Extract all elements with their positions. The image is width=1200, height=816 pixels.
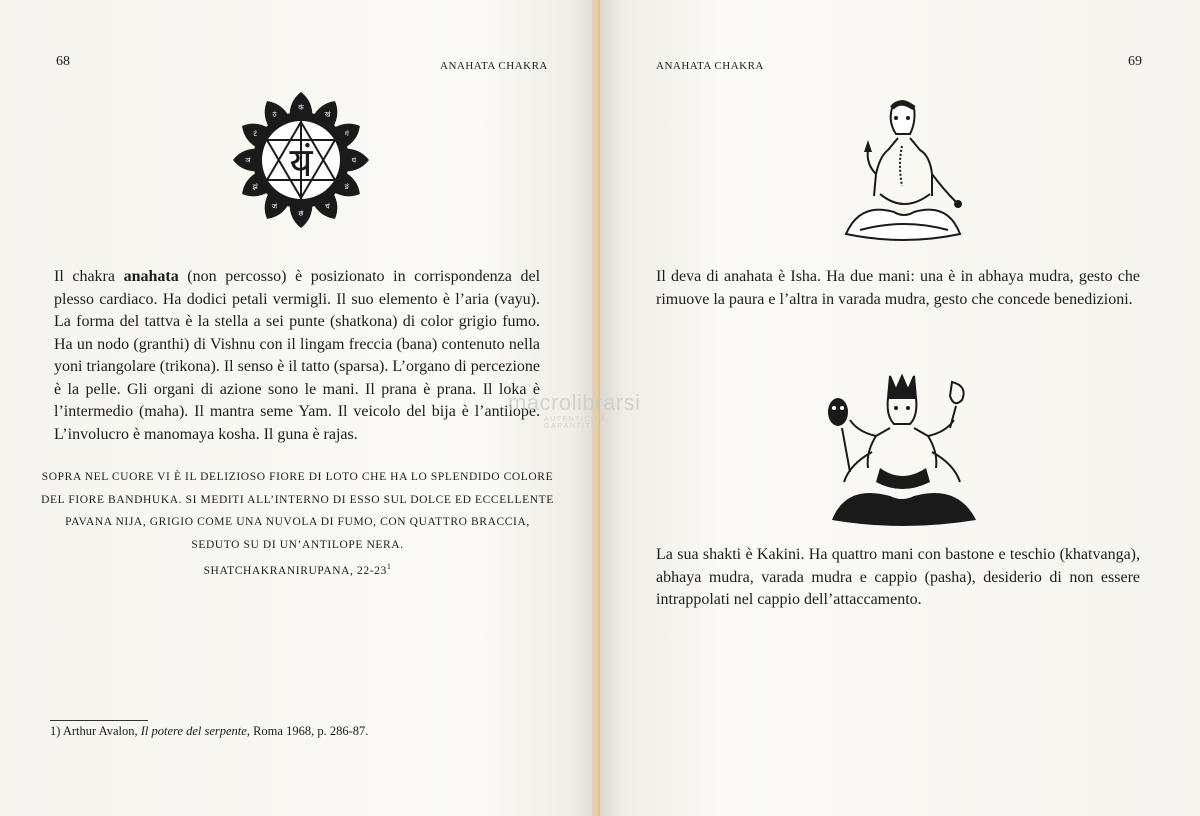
anahata-chakra-yantra-icon xyxy=(230,90,372,230)
running-head: ANAHATA CHAKRA xyxy=(440,60,548,72)
page-number: 69 xyxy=(1128,54,1142,69)
petal-letter: कं xyxy=(298,103,304,112)
petal-letter: चं xyxy=(325,202,330,211)
petal-letter: छं xyxy=(298,209,304,218)
kakini-paragraph: La sua shakti è Kakini. Ha quattro mani con bastone e teschio (khatvanga), abhaya mudra, varada mudra e cappio (pasha), desiderio di non essere intrappolati nel cappio dell’attaccamento. xyxy=(656,546,1140,608)
petal-letter: खं xyxy=(324,110,331,119)
petal-letter: ठं xyxy=(272,110,277,119)
petal-letter: घं xyxy=(351,156,357,165)
petal-letter: झं xyxy=(252,183,258,191)
quote-line: SOPRA NEL CUORE VI È IL DELIZIOSO FIORE DI LOTO CHE HA LO SPLENDIDO COLORE xyxy=(41,471,554,483)
quote-block xyxy=(40,466,555,582)
footnote-title: Il potere del serpente xyxy=(140,724,247,738)
left-body-paragraph xyxy=(54,266,540,446)
petal-letter: ञं xyxy=(245,156,251,165)
quote-line: PAVANA NIJA, GRIGIO COME UNA NUVOLA DI FUMO, CON QUATTRO BRACCIA, xyxy=(65,516,530,528)
watermark xyxy=(508,390,641,430)
footnote-rule xyxy=(50,720,148,721)
petal-letter: टं xyxy=(253,130,257,138)
bold-term: anahata xyxy=(123,268,179,285)
petal-letter: गं xyxy=(344,130,349,138)
watermark-subtext: AUTENTICITÀ GARANTITA xyxy=(544,416,607,430)
footnote: 1) Arthur Avalon, Il potere del serpente, Roma 1968, p. 286-87. xyxy=(50,724,369,738)
bija-glyph: यं xyxy=(289,140,313,186)
isha-paragraph: Il deva di anahata è Isha. Ha due mani: una è in abhaya mudra, gesto che rimuove la paura e l’altra in varada mudra, gesto che concede benedizioni. xyxy=(656,268,1140,308)
quote-source: SHATCHAKRANIRUPANA, $22-23^1$ xyxy=(203,562,392,577)
running-head: ANAHATA CHAKRA xyxy=(656,60,764,72)
intro-text: Il chakra xyxy=(54,268,124,285)
watermark-logo-text: macrolibrarsi xyxy=(508,390,641,415)
body-rest: (non percosso) è posizionato in corrispondenza del plesso cardiaco. Ha dodici petali vermigli. Il suo elemento è l’aria (vayu). La forma del tattva è la stella a sei punte (shatkona) di color grigio fumo. Ha un nodo (granthi) di Vishnu con il lingam freccia (bana) contenuto nella yoni triangolare (trikona). Il senso è il tatto (sparsa). L’organo di percezione è la pelle. Gli organi di azione sono le mani. Il prana è prana. Il loka è l’intermedio (maha). Il mantra seme Yam. Il veicolo del bija è l’antilope. L’involucro è manomaya kosha. Il guna è rajas. xyxy=(54,268,541,443)
right-page xyxy=(600,0,1200,816)
petal-letter: जं xyxy=(271,202,278,211)
isha-deity-icon xyxy=(840,94,974,244)
quote-line: DEL FIORE BANDHUKA. SI MEDITI ALL’INTERNO DI ESSO SUL DOLCE ED ECCELLENTE xyxy=(41,493,554,506)
quote-line: SEDUTO SU DI UN’ANTILOPE NERA. xyxy=(191,538,404,551)
petal-letter: ङं xyxy=(344,183,350,191)
kakini-shakti-icon xyxy=(820,372,990,530)
page-number: 68 xyxy=(56,54,70,69)
footnote-marker: 1 xyxy=(386,562,392,571)
